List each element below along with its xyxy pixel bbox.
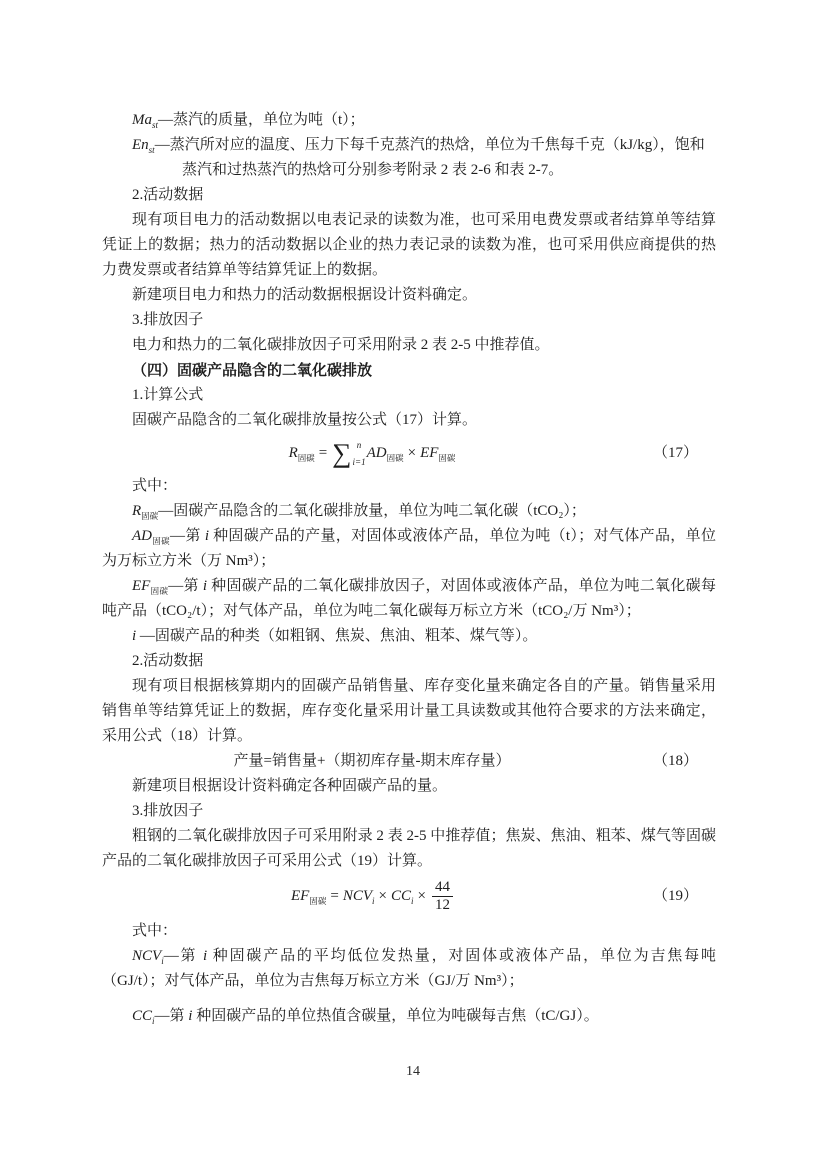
equation-17 [102,433,716,474]
paragraph-factor-recommend-1: 电力和热力的二氧化碳排放因子可采用附录 2 表 2-5 中推荐值。 [132,337,550,353]
fraction-denominator: 12 [434,897,450,913]
var-cc-subscript: i [152,1016,155,1026]
paragraph-existing-products: 现有项目根据核算期内的固碳产品销售量、库存变化量来确定各自的产量。销售量采用销售单等结算凭证上的数据，库存变化量采用计量工具读数或其他符合要求的方法来确定，采用公式（18）计算。 [102,678,716,744]
sigma-symbol: ∑ [332,438,352,468]
summation-limits [353,440,366,467]
definition-text: 种固碳产品的二氧化碳排放因子，对固体或液体产品，单位为吨二氧化碳每吨产品（tCO₂/t）；对气体产品，单位为吨二氧化碳每万标立方米（tCO₂/万 Nm³）； [102,578,716,619]
definition-ef [102,574,716,624]
equation-number-19: （19） [652,888,698,904]
definition-r [102,499,716,524]
var-ef: EF [420,444,439,461]
definition-ad [102,524,716,574]
var-ad: AD [132,528,152,544]
paragraph-formula-intro: 固碳产品隐含的二氧化碳排放量按公式（17）计算。 [132,412,478,428]
equals-sign: = [318,444,328,461]
var-r-subscript: 固碳 [141,511,159,521]
definition-text: 种固碳产品的单位热值含碳量，单位为吨碳每吉焦（tC/GJ）。 [192,1008,599,1024]
var-ef-subscript: 固碳 [150,586,169,596]
page-number: 14 [406,1064,420,1079]
var-i: i [188,1008,193,1024]
paragraph-new-project-2: 新建项目根据设计资料确定各种固碳产品的量。 [132,778,448,794]
var-i: i [202,578,208,594]
var-r: R [288,444,298,461]
var-ad: AD [366,444,387,461]
summation [332,440,365,467]
var-ef: EF [132,578,151,594]
definition-text: 种固碳产品的平均低位发热量，对固体或液体产品，单位为吉焦每吨（GJ/t）；对气体产品，单位为吉焦每万标立方米（GJ/万 Nm³）； [102,948,716,989]
var-ef-subscript: 固碳 [309,895,327,906]
heading-activity-data-1: 2.活动数据 [132,187,204,203]
var-cc-subscript: i [411,895,414,906]
section-heading-4: （四）固碳产品隐含的二氧化碳排放 [132,362,373,379]
definition-text: —固碳产品隐含的二氧化碳排放量，单位为吨二氧化碳（tCO₂）； [158,503,586,519]
heading-calc-formula: 1.计算公式 [132,387,204,403]
paragraph-new-project-1: 新建项目电力和热力的活动数据根据设计资料确定。 [132,287,478,303]
paragraph-existing-electricity: 现有项目电力的活动数据以电表记录的读数为准，也可采用电费发票或者结算单等结算凭证上的数据；热力的活动数据以企业的热力表记录的读数为准，也可采用供应商提供的热力费发票或者结算单等结算凭证上的数据。 [102,212,716,278]
where-label-1: 式中： [132,478,178,494]
equation-number-17: （17） [652,445,698,461]
sum-upper-limit: n [356,440,362,450]
paragraph-factor-recommend-2: 粗钢的二氧化碳排放因子可采用附录 2 表 2-5 中推荐值；焦炭、焦油、粗苯、煤气等固碳产品的二氧化碳排放因子可采用公式（19）计算。 [102,828,716,869]
var-ef: EF [291,887,310,904]
definition-text: —第 [168,578,203,594]
var-ma: Ma [132,112,152,128]
var-ad-subscript: 固碳 [152,536,171,546]
var-i: i [202,948,208,964]
sum-lower-limit: i=1 [352,457,366,467]
var-en: En [132,137,149,153]
var-i: i [204,528,209,544]
times-sign: × [407,444,417,461]
var-ncv-subscript: i [161,956,164,966]
var-r-subscript: 固碳 [297,452,315,463]
fraction-numerator: 44 [432,879,453,897]
var-ad-subscript: 固碳 [386,452,404,463]
var-ncv: NCV [132,948,162,964]
var-cc: CC [390,887,411,904]
where-label-2: 式中： [132,923,178,939]
heading-emission-factor-1: 3.排放因子 [132,312,204,328]
equation-19-body [102,879,642,915]
fraction-44-12 [432,879,453,915]
var-ncv-subscript: i [372,895,375,906]
definition-text: —蒸汽所对应的温度、压力下每千克蒸汽的热焓，单位为千焦每千克（kJ/kg），饱和蒸汽和过热蒸汽的热焓可分别参考附录 2 表 2-6 和表 2-7。 [154,137,705,178]
heading-emission-factor-2: 3.排放因子 [132,803,204,819]
var-cc: CC [132,1008,153,1024]
equation-17-body [102,440,642,467]
var-ef-subscript: 固碳 [438,452,456,463]
definition-text: —蒸汽的质量，单位为吨（t）； [158,112,365,128]
equation-18-body [102,749,642,774]
equals-sign: = [330,887,339,904]
definition-i [102,624,716,649]
var-ma-subscript: st [152,120,159,130]
definition-text: —第 [170,528,205,544]
var-en-subscript: st [148,145,155,155]
definition-text: —第 [154,1008,189,1024]
equation-18-text: 产量=销售量+（期初库存量-期末库存量） [233,753,511,769]
definition-en [102,133,716,183]
equation-19 [102,874,716,919]
var-i: i [132,628,137,644]
equation-18 [102,749,716,774]
equation-number-18: （18） [652,753,698,769]
times-sign: × [378,887,387,904]
definition-text: —第 [163,948,203,964]
definition-ncv [102,944,716,994]
times-sign: × [417,887,426,904]
definition-text: 种固碳产品的产量，对固体或液体产品，单位为吨（t）；对气体产品，单位为万标立方米（万 Nm³）； [102,528,716,569]
var-ncv: NCV [342,887,372,904]
document-body [102,108,716,1029]
definition-cc [102,1004,716,1029]
var-r: R [132,503,142,519]
heading-activity-data-2: 2.活动数据 [132,653,204,669]
definition-text: —固碳产品的种类（如粗钢、焦炭、焦油、粗苯、煤气等）。 [136,628,538,644]
definition-ma [102,108,716,133]
